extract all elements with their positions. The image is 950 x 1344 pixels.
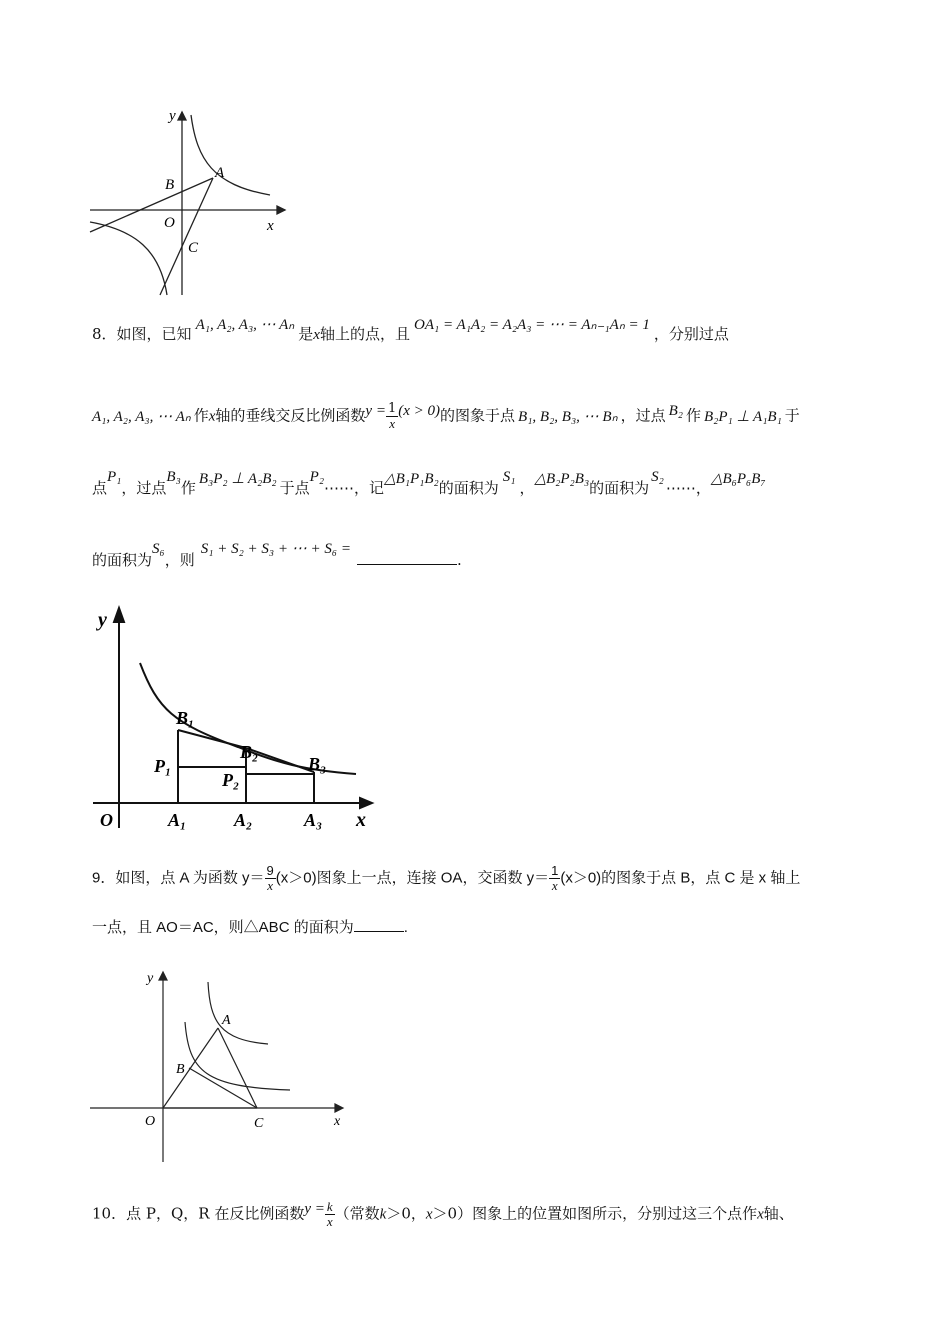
q8-text: ， [519, 479, 535, 497]
fig3-label-c: C [254, 1116, 264, 1131]
fig2-label-a2: A₂ [234, 810, 253, 830]
q10-line-1 [92, 1200, 794, 1229]
q8-fraction-den: x [389, 416, 395, 431]
figure-3 [85, 962, 350, 1167]
q8-math-tri6: △B₆P₆B₇ [710, 471, 766, 487]
fig2-label-p2: P₂ [222, 770, 240, 790]
q8-func-cond: (x > 0) [398, 402, 441, 419]
q10-text: ＞0）图象上的位置如图所示，分别过这三个点作 [432, 1204, 758, 1223]
q9-line-2 [92, 918, 408, 938]
q9-fraction-1-den: x [267, 878, 274, 893]
q8-text: 是 [298, 325, 314, 343]
fig2-label-o: O [100, 810, 113, 830]
q9-text: . [403, 919, 408, 936]
q8-line-3 [92, 469, 766, 499]
q8-text: ，则 [164, 551, 195, 569]
fig2-label-y: y [98, 609, 107, 631]
q10-text: 轴、 [763, 1204, 794, 1223]
fig2-label-a1: A₁ [168, 810, 187, 830]
q9-fraction-2-den: x [551, 878, 558, 893]
fig2-label-a3: A₃ [304, 810, 323, 830]
q9-text: (x＞0)的图象于点 B，点 C 是 x 轴上 [560, 869, 801, 887]
figure-2 [88, 600, 388, 835]
fig3-label-a: A [222, 1013, 231, 1028]
q8-math-sum: S₁ + S₂ + S₃ + ⋯ + S₆ = [200, 541, 351, 557]
q10-text: ＞0， [386, 1204, 426, 1223]
q8-text: 轴的垂线交反比例函数 [215, 406, 366, 425]
q8-math-perp2: B₃P₂ ⊥ A₂B₂ [198, 471, 277, 487]
q8-text: 于 [784, 406, 800, 425]
q8-func-y: y = [365, 402, 386, 419]
fig3-label-o: O [145, 1114, 156, 1129]
q8-text: 点 [92, 479, 108, 497]
fig2-label-b2: B₂ [240, 742, 259, 762]
q10-text: （常数 [334, 1204, 380, 1223]
q8-line-4 [92, 541, 462, 571]
q9-fraction-2-num: 1 [551, 863, 559, 878]
q9-text: 一点，且 AO＝AC，则△ABC 的面积为 [92, 919, 354, 936]
q9-text: 如图，点 A 为函数 y＝ [115, 869, 265, 887]
q8-math-p2: P₂ [309, 469, 325, 485]
q8-text: ，过点 [121, 479, 167, 497]
q8-var-x: x [208, 408, 216, 425]
q8-math-perp1: B₂P₁ ⊥ A₁B₁ [703, 408, 782, 425]
q10-var-k: k [379, 1206, 387, 1223]
q10-number: 10． [92, 1204, 127, 1223]
fig1-label-y: y [169, 108, 176, 124]
fig1-label-c: C [188, 240, 199, 256]
q8-text: ⋯⋯， [665, 479, 711, 497]
q8-text: 轴上的点，且 [319, 325, 410, 343]
q10-var-x2: x [757, 1206, 764, 1223]
q8-math-s6: S₆ [152, 541, 165, 557]
q8-fraction-num: 1 [387, 401, 397, 416]
q8-text: 的面积为 [92, 551, 153, 569]
q8-text: ，过点 [620, 406, 666, 425]
fig3-label-b: B [176, 1062, 185, 1077]
fig3-label-x: x [334, 1114, 341, 1129]
q8-math-b2: B₂ [668, 402, 683, 419]
q8-text: 如图，已知 [116, 325, 192, 343]
figure-1 [85, 100, 300, 300]
q10-var-x: x [425, 1206, 433, 1223]
q8-text: 作 [685, 406, 701, 425]
fig2-label-b1: B₁ [176, 708, 195, 728]
fig2-label-p1: P₁ [154, 756, 172, 776]
q8-text: 作 [180, 479, 196, 497]
q8-number: 8． [92, 325, 117, 343]
q8-math-tri1: △B₁P₁B₂ [384, 471, 439, 487]
q10-text: 点 P，Q，R 在反比例函数 [126, 1204, 305, 1223]
q8-text: 的面积为 [589, 479, 650, 497]
q8-text: ⋯⋯，记 [324, 479, 385, 497]
q8-text: 于点 [279, 479, 310, 497]
q9-fraction-2 [549, 864, 560, 893]
q8-math-points-b: B₁, B₂, B₃, ⋯ Bₙ [518, 408, 618, 425]
q9-answer-blank[interactable] [354, 931, 404, 932]
q8-text: ，分别过点 [653, 325, 729, 343]
q8-line-2 [92, 402, 800, 431]
q8-math-points-a2: A₁, A₂, A₃, ⋯ Aₙ [92, 408, 191, 425]
q8-math-points-a: A₁, A₂, A₃, ⋯ Aₙ [195, 317, 295, 333]
fig2-label-b3: B₃ [308, 754, 327, 774]
q10-fraction [325, 1200, 335, 1229]
q8-text: 的面积为 [438, 479, 499, 497]
fig2-label-x: x [356, 809, 366, 831]
q10-func-y: y = [304, 1200, 325, 1217]
q8-text: 的图象于点 [440, 406, 516, 425]
q8-math-p1: P₁ [107, 469, 122, 485]
fig1-label-a: A [215, 165, 225, 181]
q8-text: . [456, 551, 462, 569]
q9-line-1 [92, 864, 800, 893]
q8-math-tri2: △B₂P₂B₃ [534, 471, 590, 487]
q8-text: 作 [193, 406, 209, 425]
q8-math-s1: S₁ [502, 469, 516, 485]
q10-fraction-den: x [326, 1214, 333, 1229]
q8-answer-blank[interactable] [357, 564, 457, 565]
q10-fraction-num: k [326, 1199, 333, 1214]
q9-text: (x＞0)图象上一点，连接 OA，交函数 y＝ [275, 869, 550, 887]
q9-fraction-1 [265, 864, 276, 893]
fig1-label-x: x [267, 218, 274, 234]
fig1-label-b: B [165, 177, 175, 193]
fig3-label-y: y [147, 971, 154, 986]
q8-var-x: x [313, 327, 320, 343]
q8-fraction [386, 402, 398, 431]
q9-fraction-1-num: 9 [266, 863, 274, 878]
fig1-label-o: O [164, 215, 175, 231]
q8-line-1 [92, 317, 729, 345]
q8-math-b3: B₃ [166, 469, 181, 485]
q9-number: 9． [92, 869, 116, 887]
q8-math-segments: OA₁ = A₁A₂ = A₂A₃ = ⋯ = Aₙ₋₁Aₙ = 1 [413, 317, 650, 333]
q8-math-s2: S₂ [651, 469, 664, 485]
